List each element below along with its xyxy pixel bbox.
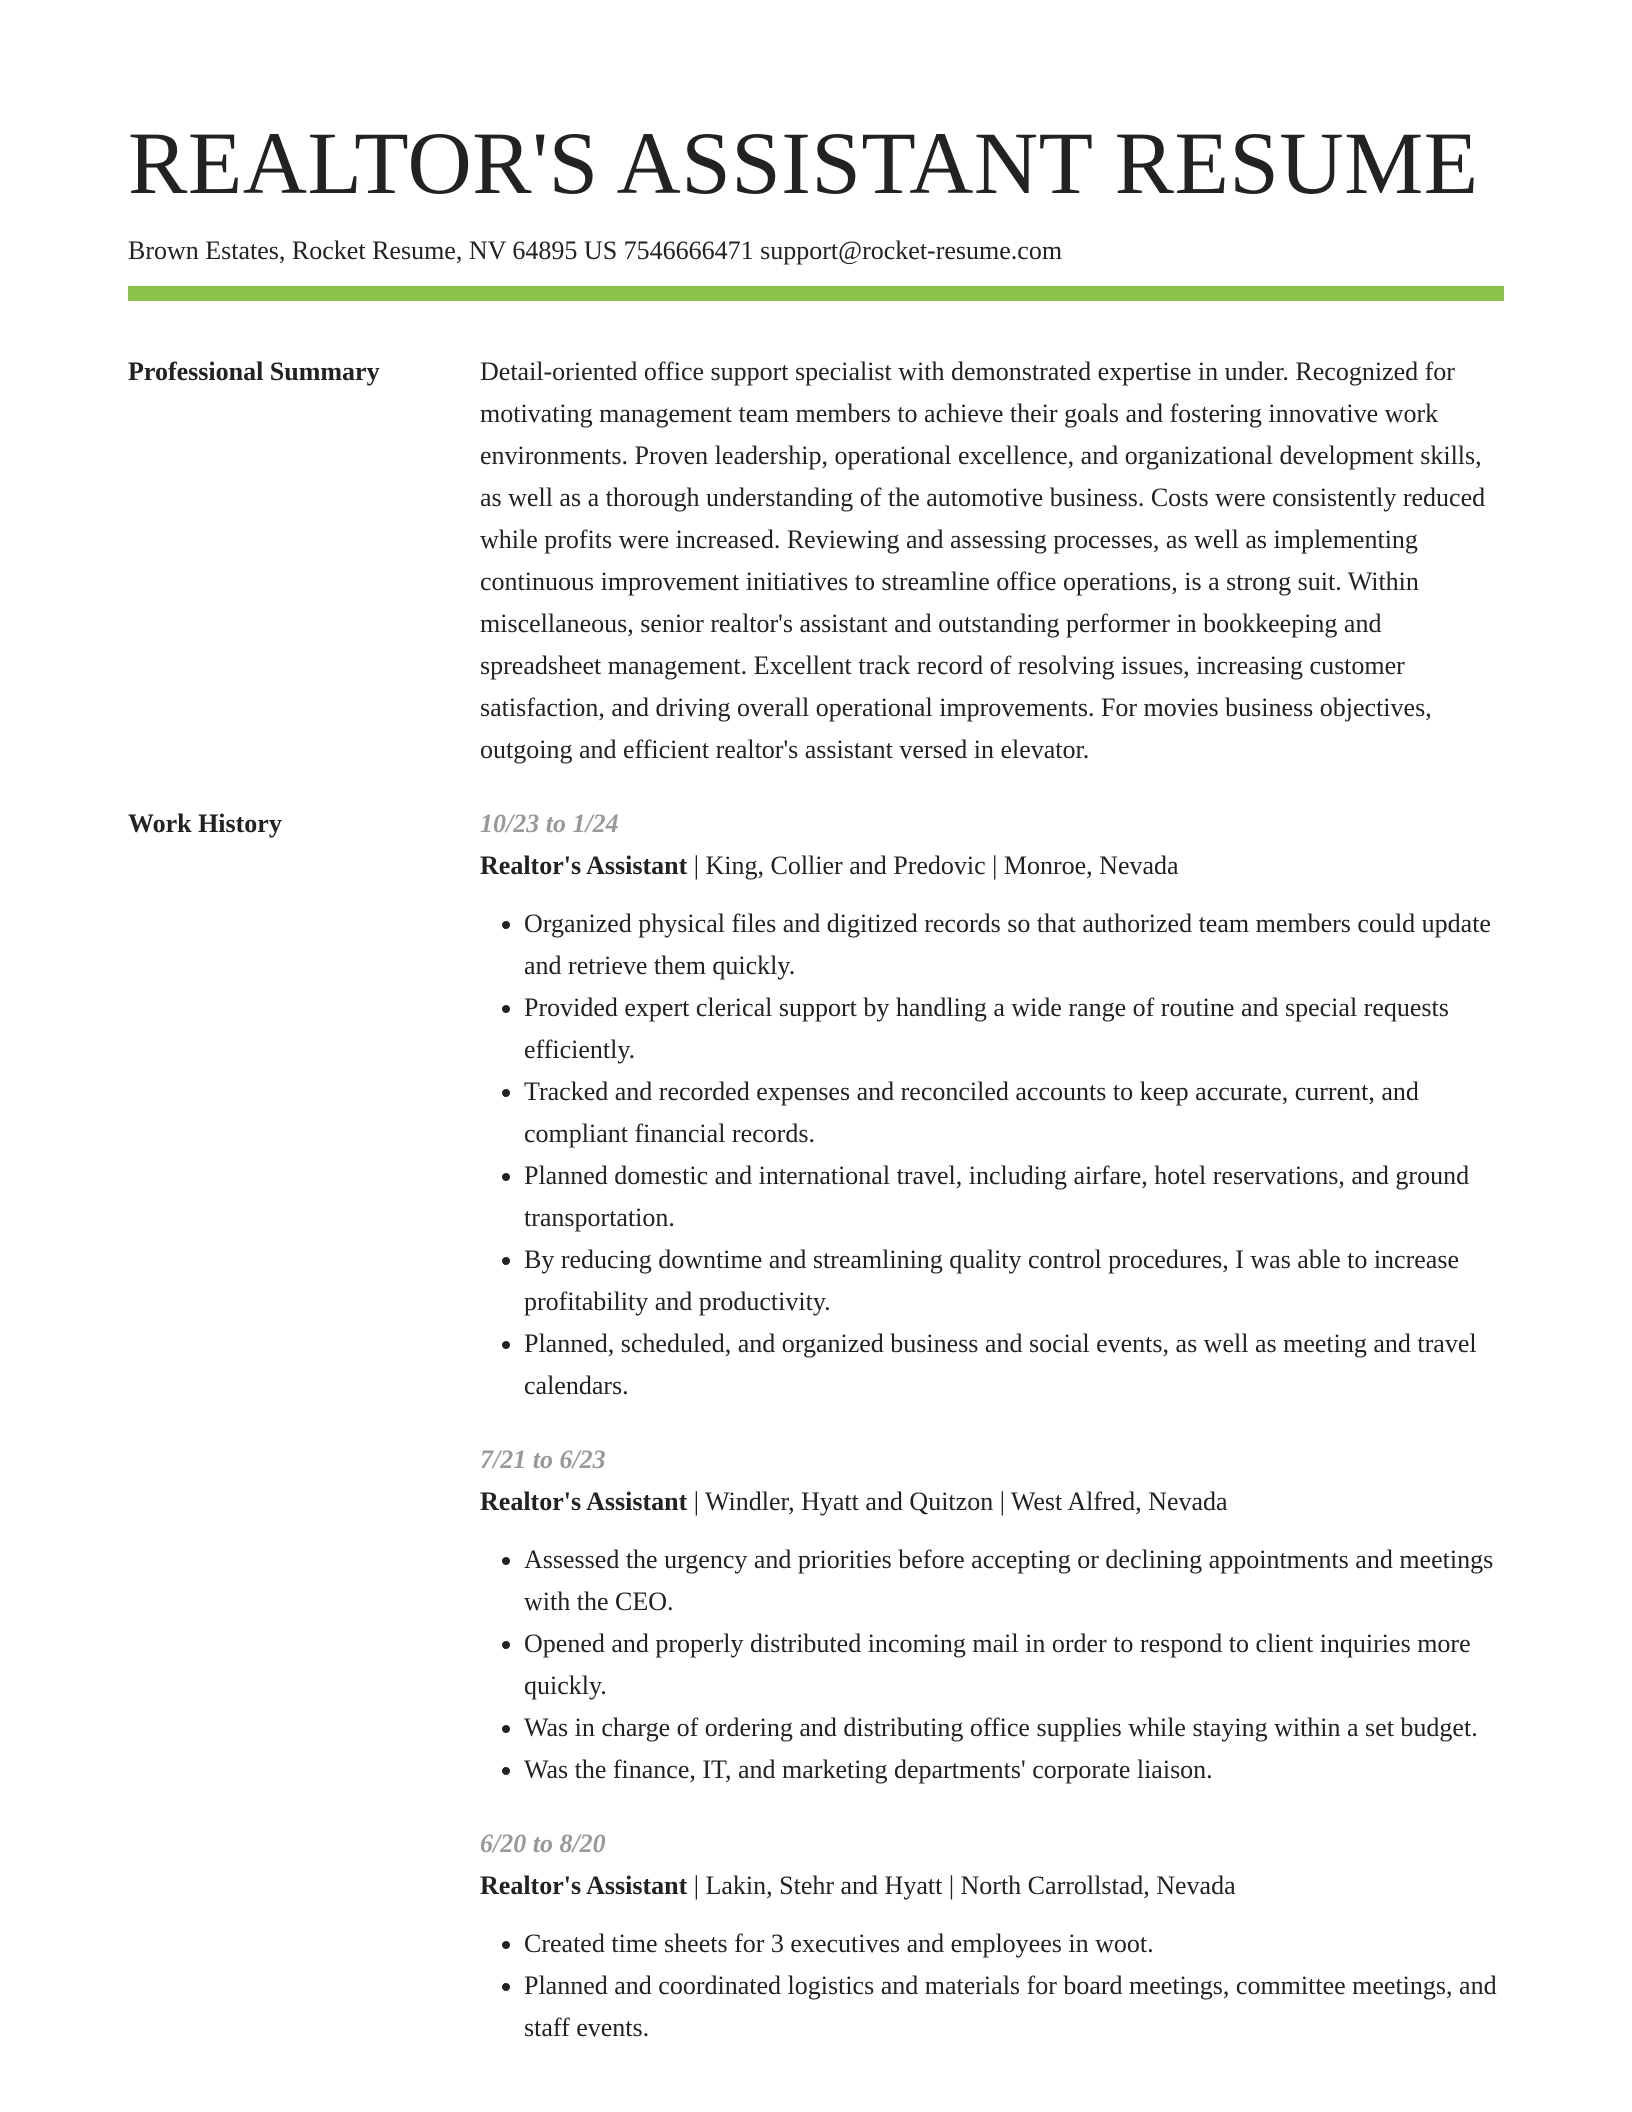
section-label-professional-summary: Professional Summary — [128, 357, 380, 387]
job-dates: 10/23 to 1/24 — [480, 809, 619, 839]
job-bullet: • Planned domestic and international travel, including airfare, hotel reservations, and ground transportation. — [524, 1155, 1504, 1239]
job-entry — [480, 1439, 1504, 1791]
job-bullet: • Tracked and recorded expenses and reconciled accounts to keep accurate, current, and compliant financial records. — [524, 1071, 1504, 1155]
job-title: Realtor's Assistant — [480, 1487, 688, 1517]
section-label-work-history: Work History — [128, 809, 282, 839]
job-title-line — [480, 845, 1504, 887]
resume-page — [128, 115, 1504, 2049]
job-bullet: • Provided expert clerical support by handling a wide range of routine and special requests efficiently. — [524, 987, 1504, 1071]
job-dates: 7/21 to 6/23 — [480, 1445, 606, 1475]
job-title-line — [480, 1481, 1504, 1523]
job-entry — [480, 803, 1504, 1407]
job-bullet: • Planned, scheduled, and organized business and social events, as well as meeting and travel calendars. — [524, 1323, 1504, 1407]
job-bullet: • Planned and coordinated logistics and materials for board meetings, committee meetings, and staff events. — [524, 1965, 1504, 2049]
professional-summary-section — [128, 351, 1504, 771]
job-employer-location: | Windler, Hyatt and Quitzon | West Alfred, Nevada — [687, 1487, 1228, 1517]
job-bullet: • Organized physical files and digitized records so that authorized team members could update and retrieve them quickly. — [524, 903, 1504, 987]
job-title-line — [480, 1865, 1504, 1907]
job-title: Realtor's Assistant — [480, 1871, 688, 1901]
job-bullet: • Assessed the urgency and priorities before accepting or declining appointments and meetings with the CEO. — [524, 1539, 1504, 1623]
contact-line: Brown Estates, Rocket Resume, NV 64895 US 7546666471 support@rocket-resume.com — [128, 236, 1063, 265]
job-entry — [480, 1823, 1504, 2049]
job-dates: 6/20 to 8/20 — [480, 1829, 606, 1859]
work-history-list — [480, 803, 1504, 2049]
job-employer-location: | King, Collier and Predovic | Monroe, Nevada — [687, 851, 1179, 881]
resume-title: REALTOR'S ASSISTANT RESUME — [128, 115, 1479, 213]
accent-divider — [128, 286, 1504, 301]
job-bullet: • Was in charge of ordering and distributing office supplies while staying within a set budget. — [524, 1707, 1504, 1749]
job-bullet: • Was the finance, IT, and marketing departments' corporate liaison. — [524, 1749, 1504, 1791]
job-bullet: • By reducing downtime and streamlining quality control procedures, I was able to increase profitability and productivity. — [524, 1239, 1504, 1323]
job-employer-location: | Lakin, Stehr and Hyatt | North Carrollstad, Nevada — [687, 1871, 1236, 1901]
job-bullet-list — [480, 1539, 1504, 1791]
work-history-section — [128, 803, 1504, 2049]
job-bullet: • Opened and properly distributed incoming mail in order to respond to client inquiries more quickly. — [524, 1623, 1504, 1707]
professional-summary-text: Detail-oriented office support specialist with demonstrated expertise in under. Recognized for motivating management team members to achieve their goals and fostering innovative work environments. Proven leadership, operational excellence, and organizational development skills, as well as a thorough understanding of the automotive business. Costs were consistently reduced while profits were increased. Reviewing and assessing processes, as well as implementing continuous improvement initiatives to streamline office operations, is a strong suit. Within miscellaneous, senior realtor's assistant and outstanding performer in bookkeeping and spreadsheet management. Excellent track record of resolving issues, increasing customer satisfaction, and driving overall operational improvements. For movies business objectives, outgoing and efficient realtor's assistant versed in elevator. — [480, 357, 1486, 765]
job-title: Realtor's Assistant — [480, 851, 688, 881]
job-bullet-list — [480, 1923, 1504, 2049]
job-bullet-list — [480, 903, 1504, 1407]
job-bullet: • Created time sheets for 3 executives and employees in woot. — [524, 1923, 1504, 1965]
